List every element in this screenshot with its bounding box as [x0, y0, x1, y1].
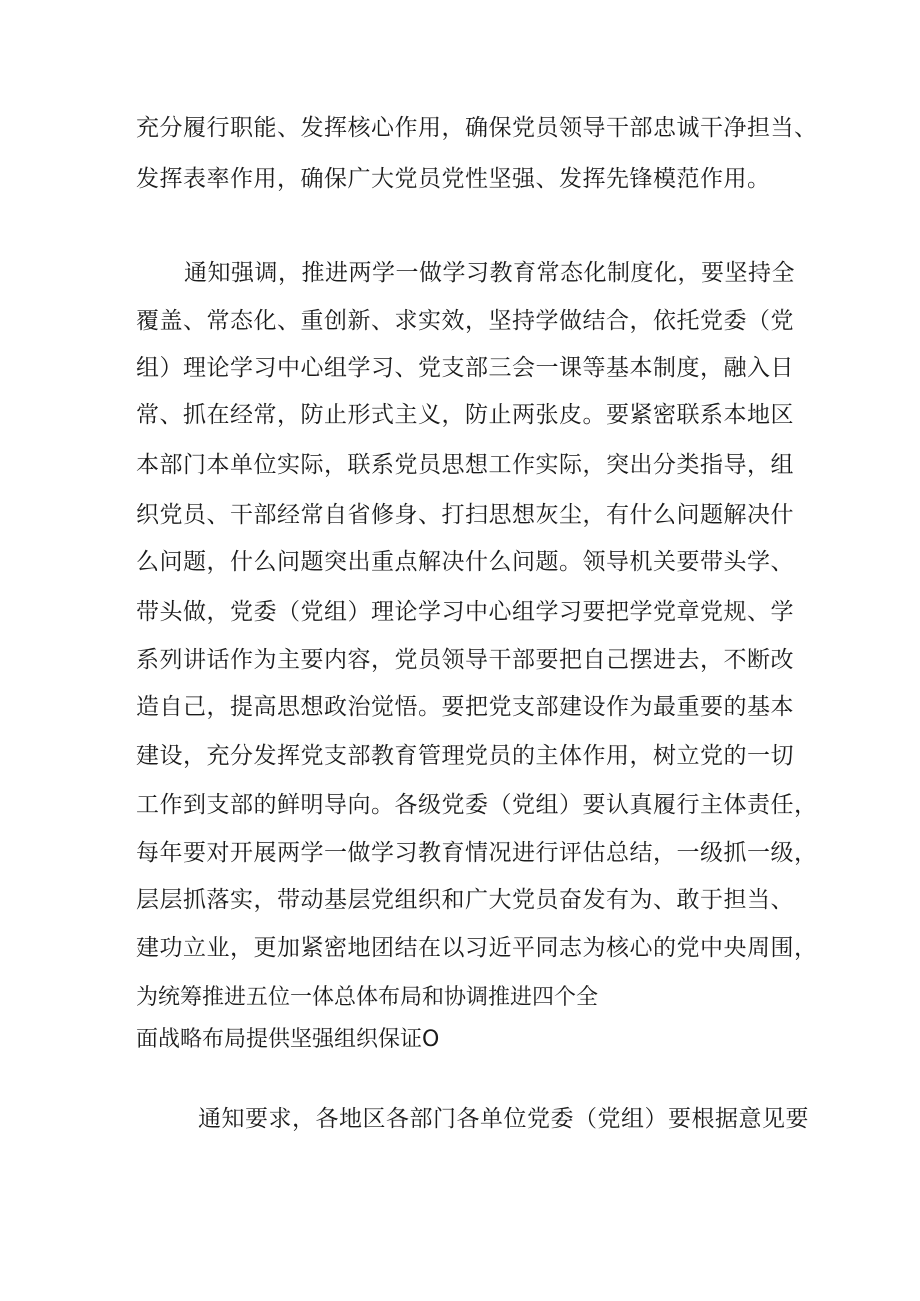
- paragraph-2-line-4: 常、抓在经常，防止形式主义，防止两张皮。要紧密联系本地区: [136, 402, 794, 428]
- paragraph-2-line-6: 织党员、干部经常自省修身、打扫思想灰尘，有什么问题解决什: [136, 502, 794, 528]
- paragraph-2-line-5: 本部门本单位实际，联系党员思想工作实际，突出分类指导，组: [136, 452, 794, 478]
- paragraph-2-line-15: 建功立业，更加紧密地团结在以习近平同志为核心的党中央周围，: [136, 935, 818, 961]
- paragraph-2-line-13: 每年要对开展两学一做学习教育情况进行评估总结，一级抓一级，: [136, 840, 818, 866]
- paragraph-2-line-7: 么问题，什么问题突出重点解决什么问题。领导机关要带头学、: [136, 549, 794, 575]
- paragraph-3-line-1: 通知要求，各地区各部门各单位党委（党组）要根据意见要: [198, 1106, 809, 1132]
- paragraph-2-line-9: 系列讲话作为主要内容，党员领导干部要把自己摆进去，不断改: [136, 647, 794, 673]
- paragraph-1-line-2: 发挥表率作用，确保广大党员党性坚强、发挥先锋模范作用。: [136, 166, 771, 192]
- paragraph-2-line-8: 带头做，党委（党组）理论学习中心组学习要把学党章党规、学: [136, 599, 794, 625]
- paragraph-2-line-11: 建设，充分发挥党支部教育管理党员的主体作用，树立党的一切: [136, 743, 794, 769]
- paragraph-2-line-16: 为统筹推进五位一体总体布局和协调推进四个全: [136, 985, 599, 1010]
- paragraph-2-line-14: 层层抓落实，带动基层党组织和广大党员奋发有为、敢于担当、: [136, 887, 794, 913]
- paragraph-2-line-2: 覆盖、常态化、重创新、求实效，坚持学做结合，依托党委（党: [136, 308, 794, 334]
- paragraph-1-line-1: 充分履行职能、发挥核心作用，确保党员领导干部忠诚干净担当、: [136, 115, 818, 141]
- paragraph-2-line-12: 工作到支部的鲜明导向。各级党委（党组）要认真履行主体责任，: [136, 792, 818, 818]
- paragraph-2-line-10: 造自己，提高思想政治觉悟。要把党支部建设作为最重要的基本: [136, 694, 794, 720]
- paragraph-2-line-3: 组）理论学习中心组学习、党支部三会一课等基本制度，融入日: [136, 355, 794, 381]
- paragraph-2-line-1: 通知强调，推进两学一做学习教育常态化制度化，要坚持全: [184, 260, 795, 286]
- paragraph-2-line-17: 面战略布局提供坚强组织保证O: [136, 1027, 440, 1052]
